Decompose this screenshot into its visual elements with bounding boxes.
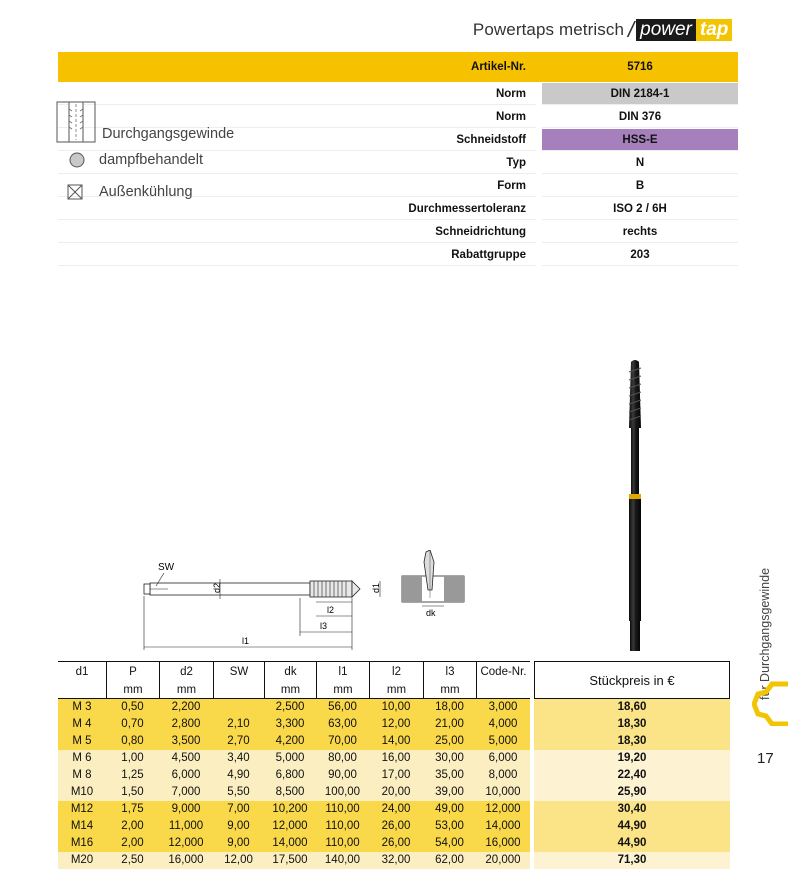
table-cell-l2: 17,00 — [381, 769, 411, 781]
table-header-row — [58, 661, 530, 681]
table-body — [58, 699, 738, 869]
table-cell-d2: 12,000 — [168, 837, 204, 849]
table-cell-p: 0,70 — [121, 718, 144, 730]
table-cell-l2: 26,00 — [381, 820, 411, 832]
spec-value: N — [542, 152, 738, 174]
table-cell-d2: 7,000 — [171, 786, 201, 798]
table-cell-price: 18,30 — [534, 733, 730, 750]
table-cell-price: 19,20 — [534, 750, 730, 767]
spec-value: rechts — [542, 221, 738, 243]
table-cell-l2: 10,00 — [381, 701, 411, 713]
spec-value: DIN 376 — [542, 106, 738, 128]
spec-value: B — [542, 175, 738, 197]
l2-label: l2 — [327, 605, 335, 615]
table-cell-l2: 24,00 — [381, 803, 411, 815]
table-cell-dk: 4,200 — [275, 735, 305, 747]
table-row — [58, 835, 738, 852]
table-cell-sw: 4,90 — [227, 769, 250, 781]
table-cell-l3: 35,00 — [435, 769, 464, 781]
table-row — [58, 818, 738, 835]
table-cell-p: 2,50 — [121, 854, 144, 866]
unit-cell — [213, 681, 264, 699]
table-cell-code: 12,000 — [485, 803, 521, 815]
table-cell-price: 18,60 — [534, 699, 730, 716]
section-side-label — [754, 400, 778, 700]
table-cell-p: 1,00 — [121, 752, 144, 764]
spec-label: Schneidrichtung — [58, 221, 536, 243]
table-cell-l1: 100,00 — [324, 786, 361, 798]
table-cell-d1: M 4 — [72, 718, 92, 730]
table-cell-d1: M 5 — [72, 735, 92, 747]
table-cell-code: 5,000 — [488, 735, 518, 747]
side-text: für Durchgangsgewinde — [758, 567, 772, 700]
table-cell-dk: 12,000 — [272, 820, 308, 832]
table-cell-d1: M20 — [70, 854, 94, 866]
table-cell-sw: 2,70 — [227, 735, 250, 747]
table-cell-d1: M10 — [70, 786, 94, 798]
table-cell-price: 25,90 — [534, 784, 730, 801]
through-hole-icon — [56, 101, 96, 143]
table-cell-p: 0,50 — [121, 701, 144, 713]
col-header-dk: dk — [264, 661, 316, 681]
unit-cell — [58, 681, 106, 699]
table-cell-code: 20,000 — [485, 854, 521, 866]
spec-label: Durchmessertoleranz — [58, 198, 536, 220]
crossed-box-icon — [67, 184, 83, 200]
table-cell-l2: 14,00 — [381, 735, 411, 747]
spec-row — [58, 52, 738, 83]
d1-label: d1 — [371, 582, 381, 593]
circle-icon — [69, 152, 85, 168]
gear-icon — [752, 680, 788, 726]
table-cell-p: 2,00 — [121, 837, 144, 849]
table-cell-l1: 56,00 — [328, 701, 357, 713]
table-cell-l3: 62,00 — [435, 854, 464, 866]
table-cell-price: 22,40 — [534, 767, 730, 784]
table-cell-d1: M14 — [70, 820, 94, 832]
table-cell-p: 1,50 — [121, 786, 144, 798]
unit-cell — [476, 681, 530, 699]
logo-power: power — [636, 19, 696, 41]
table-cell-sw: 12,00 — [224, 854, 253, 866]
table-cell-d2: 6,000 — [171, 769, 201, 781]
table-cell-l3: 49,00 — [435, 803, 464, 815]
table-cell-d1: M 8 — [72, 769, 92, 781]
legend-item — [69, 144, 234, 176]
spec-label: Norm — [58, 106, 536, 128]
table-cell-l1: 110,00 — [325, 820, 360, 832]
table-row — [58, 716, 738, 733]
tap-product-photo — [605, 358, 665, 654]
table-cell-d2: 16,000 — [168, 854, 204, 866]
table-cell-d2: 11,000 — [168, 820, 204, 832]
unit-cell: mm — [159, 681, 213, 699]
table-cell-p: 2,00 — [121, 820, 144, 832]
table-cell-code: 14,000 — [485, 820, 521, 832]
table-cell-dk: 14,000 — [272, 837, 308, 849]
table-cell-d2: 4,500 — [171, 752, 201, 764]
unit-cell: mm — [369, 681, 423, 699]
table-cell-l3: 53,00 — [435, 820, 464, 832]
col-header-l1: l1 — [316, 661, 369, 681]
table-cell-d1: M12 — [70, 803, 94, 815]
table-cell-dk: 2,500 — [275, 701, 305, 713]
price-header: Stückpreis in € — [534, 661, 730, 699]
col-header-d1: d1 — [58, 661, 106, 681]
spec-value: DIN 2184-1 — [542, 83, 738, 105]
spec-row — [58, 221, 738, 244]
legend-item — [67, 176, 234, 208]
table-cell-l2: 16,00 — [381, 752, 411, 764]
table-cell-l1: 110,00 — [325, 803, 360, 815]
table-cell-sw: 3,40 — [227, 752, 250, 764]
table-cell-d2: 9,000 — [171, 803, 201, 815]
table-cell-l1: 63,00 — [328, 718, 357, 730]
legend — [56, 100, 234, 208]
table-row — [58, 801, 738, 818]
unit-cell: mm — [106, 681, 159, 699]
table-cell-d1: M16 — [70, 837, 94, 849]
table-cell-l3: 25,00 — [435, 735, 464, 747]
table-cell-l3: 30,00 — [435, 752, 464, 764]
unit-cell: mm — [316, 681, 369, 699]
table-cell-l2: 20,00 — [381, 786, 411, 798]
l3-label: l3 — [320, 621, 328, 631]
table-cell-p: 1,25 — [121, 769, 144, 781]
spec-label: Artikel-Nr. — [471, 61, 526, 73]
table-cell-d1: M 6 — [72, 752, 92, 764]
table-cell-l1: 70,00 — [328, 735, 357, 747]
table-cell-price: 71,30 — [534, 852, 730, 869]
table-cell-sw: 7,00 — [227, 803, 250, 815]
spec-label: Typ — [58, 152, 536, 174]
col-header-code: Code-Nr. — [476, 661, 530, 681]
table-cell-l1: 140,00 — [324, 854, 361, 866]
table-cell-d2: 3,500 — [171, 735, 201, 747]
table-row — [58, 733, 738, 750]
table-cell-code: 3,000 — [488, 701, 518, 713]
table-cell-dk: 8,500 — [275, 786, 305, 798]
spec-label: Norm — [58, 83, 536, 105]
sw-label: SW — [158, 562, 175, 573]
table-cell-price: 18,30 — [534, 716, 730, 733]
catalog-title: Powertaps metrisch — [472, 20, 624, 39]
table-cell-dk: 5,000 — [275, 752, 305, 764]
table-cell-l3: 39,00 — [435, 786, 464, 798]
table-cell-d1: M 3 — [72, 701, 92, 713]
unit-cell: mm — [423, 681, 476, 699]
table-unit-row — [58, 681, 530, 699]
table-cell-dk: 10,200 — [272, 803, 308, 815]
spec-value: HSS-E — [542, 129, 738, 151]
spec-value: 203 — [542, 244, 738, 266]
logo-tap: tap — [696, 19, 733, 41]
table-cell-code: 4,000 — [488, 718, 518, 730]
table-cell-l2: 26,00 — [381, 837, 411, 849]
table-row — [58, 784, 738, 801]
table-cell-sw: 5,50 — [227, 786, 250, 798]
table-cell-dk: 6,800 — [275, 769, 305, 781]
col-header-l3: l3 — [423, 661, 476, 681]
table-cell-p: 1,75 — [121, 803, 144, 815]
table-cell-l1: 110,00 — [325, 837, 360, 849]
table-cell-price: 30,40 — [534, 801, 730, 818]
table-cell-price: 44,90 — [534, 818, 730, 835]
legend-item — [56, 100, 234, 144]
dimension-price-table — [58, 661, 738, 869]
spec-value: 5716 — [542, 52, 738, 82]
l1-label: l1 — [242, 636, 250, 646]
col-header-p: P — [106, 661, 159, 681]
table-cell-dk: 17,500 — [272, 854, 308, 866]
table-cell-sw: 9,00 — [227, 837, 250, 849]
table-cell-l1: 80,00 — [328, 752, 357, 764]
table-cell-sw — [213, 699, 264, 716]
spec-label: Rabattgruppe — [58, 244, 536, 266]
unit-cell: mm — [264, 681, 316, 699]
col-header-l2: l2 — [369, 661, 423, 681]
spec-label: Form — [58, 175, 536, 197]
spec-value: ISO 2 / 6H — [542, 198, 738, 220]
legend-cooling: Außenkühlung — [99, 184, 193, 200]
table-cell-d2: 2,200 — [171, 701, 201, 713]
table-cell-code: 8,000 — [488, 769, 518, 781]
table-cell-sw: 2,10 — [227, 718, 250, 730]
table-cell-dk: 3,300 — [275, 718, 305, 730]
table-cell-code: 10,000 — [485, 786, 521, 798]
dk-label: dk — [426, 608, 436, 618]
table-cell-l1: 90,00 — [328, 769, 357, 781]
table-cell-sw: 9,00 — [227, 820, 250, 832]
table-cell-code: 6,000 — [488, 752, 518, 764]
table-cell-l2: 32,00 — [381, 854, 411, 866]
table-cell-p: 0,80 — [121, 735, 144, 747]
table-cell-d2: 2,800 — [171, 718, 201, 730]
table-cell-l3: 18,00 — [435, 701, 464, 713]
powertap-logo: / power tap — [628, 18, 732, 42]
table-cell-l3: 54,00 — [435, 837, 464, 849]
d2-label: d2 — [212, 582, 222, 593]
spec-label: Schneidstoff — [58, 129, 536, 151]
legend-through: Durchgangsgewinde — [102, 126, 235, 142]
col-header-sw: SW — [213, 661, 264, 681]
table-cell-l3: 21,00 — [435, 718, 464, 730]
table-row — [58, 767, 738, 784]
table-cell-price: 44,90 — [534, 835, 730, 852]
col-header-d2: d2 — [159, 661, 213, 681]
table-row — [58, 750, 738, 767]
page-number: 17 — [757, 750, 774, 767]
table-row — [58, 699, 738, 716]
table-row — [58, 852, 738, 869]
table-cell-l2: 12,00 — [381, 718, 411, 730]
spec-row — [58, 244, 738, 267]
legend-steam: dampfbehandelt — [99, 152, 203, 168]
table-cell-code: 16,000 — [485, 837, 521, 849]
tap-technical-drawing — [130, 550, 470, 655]
